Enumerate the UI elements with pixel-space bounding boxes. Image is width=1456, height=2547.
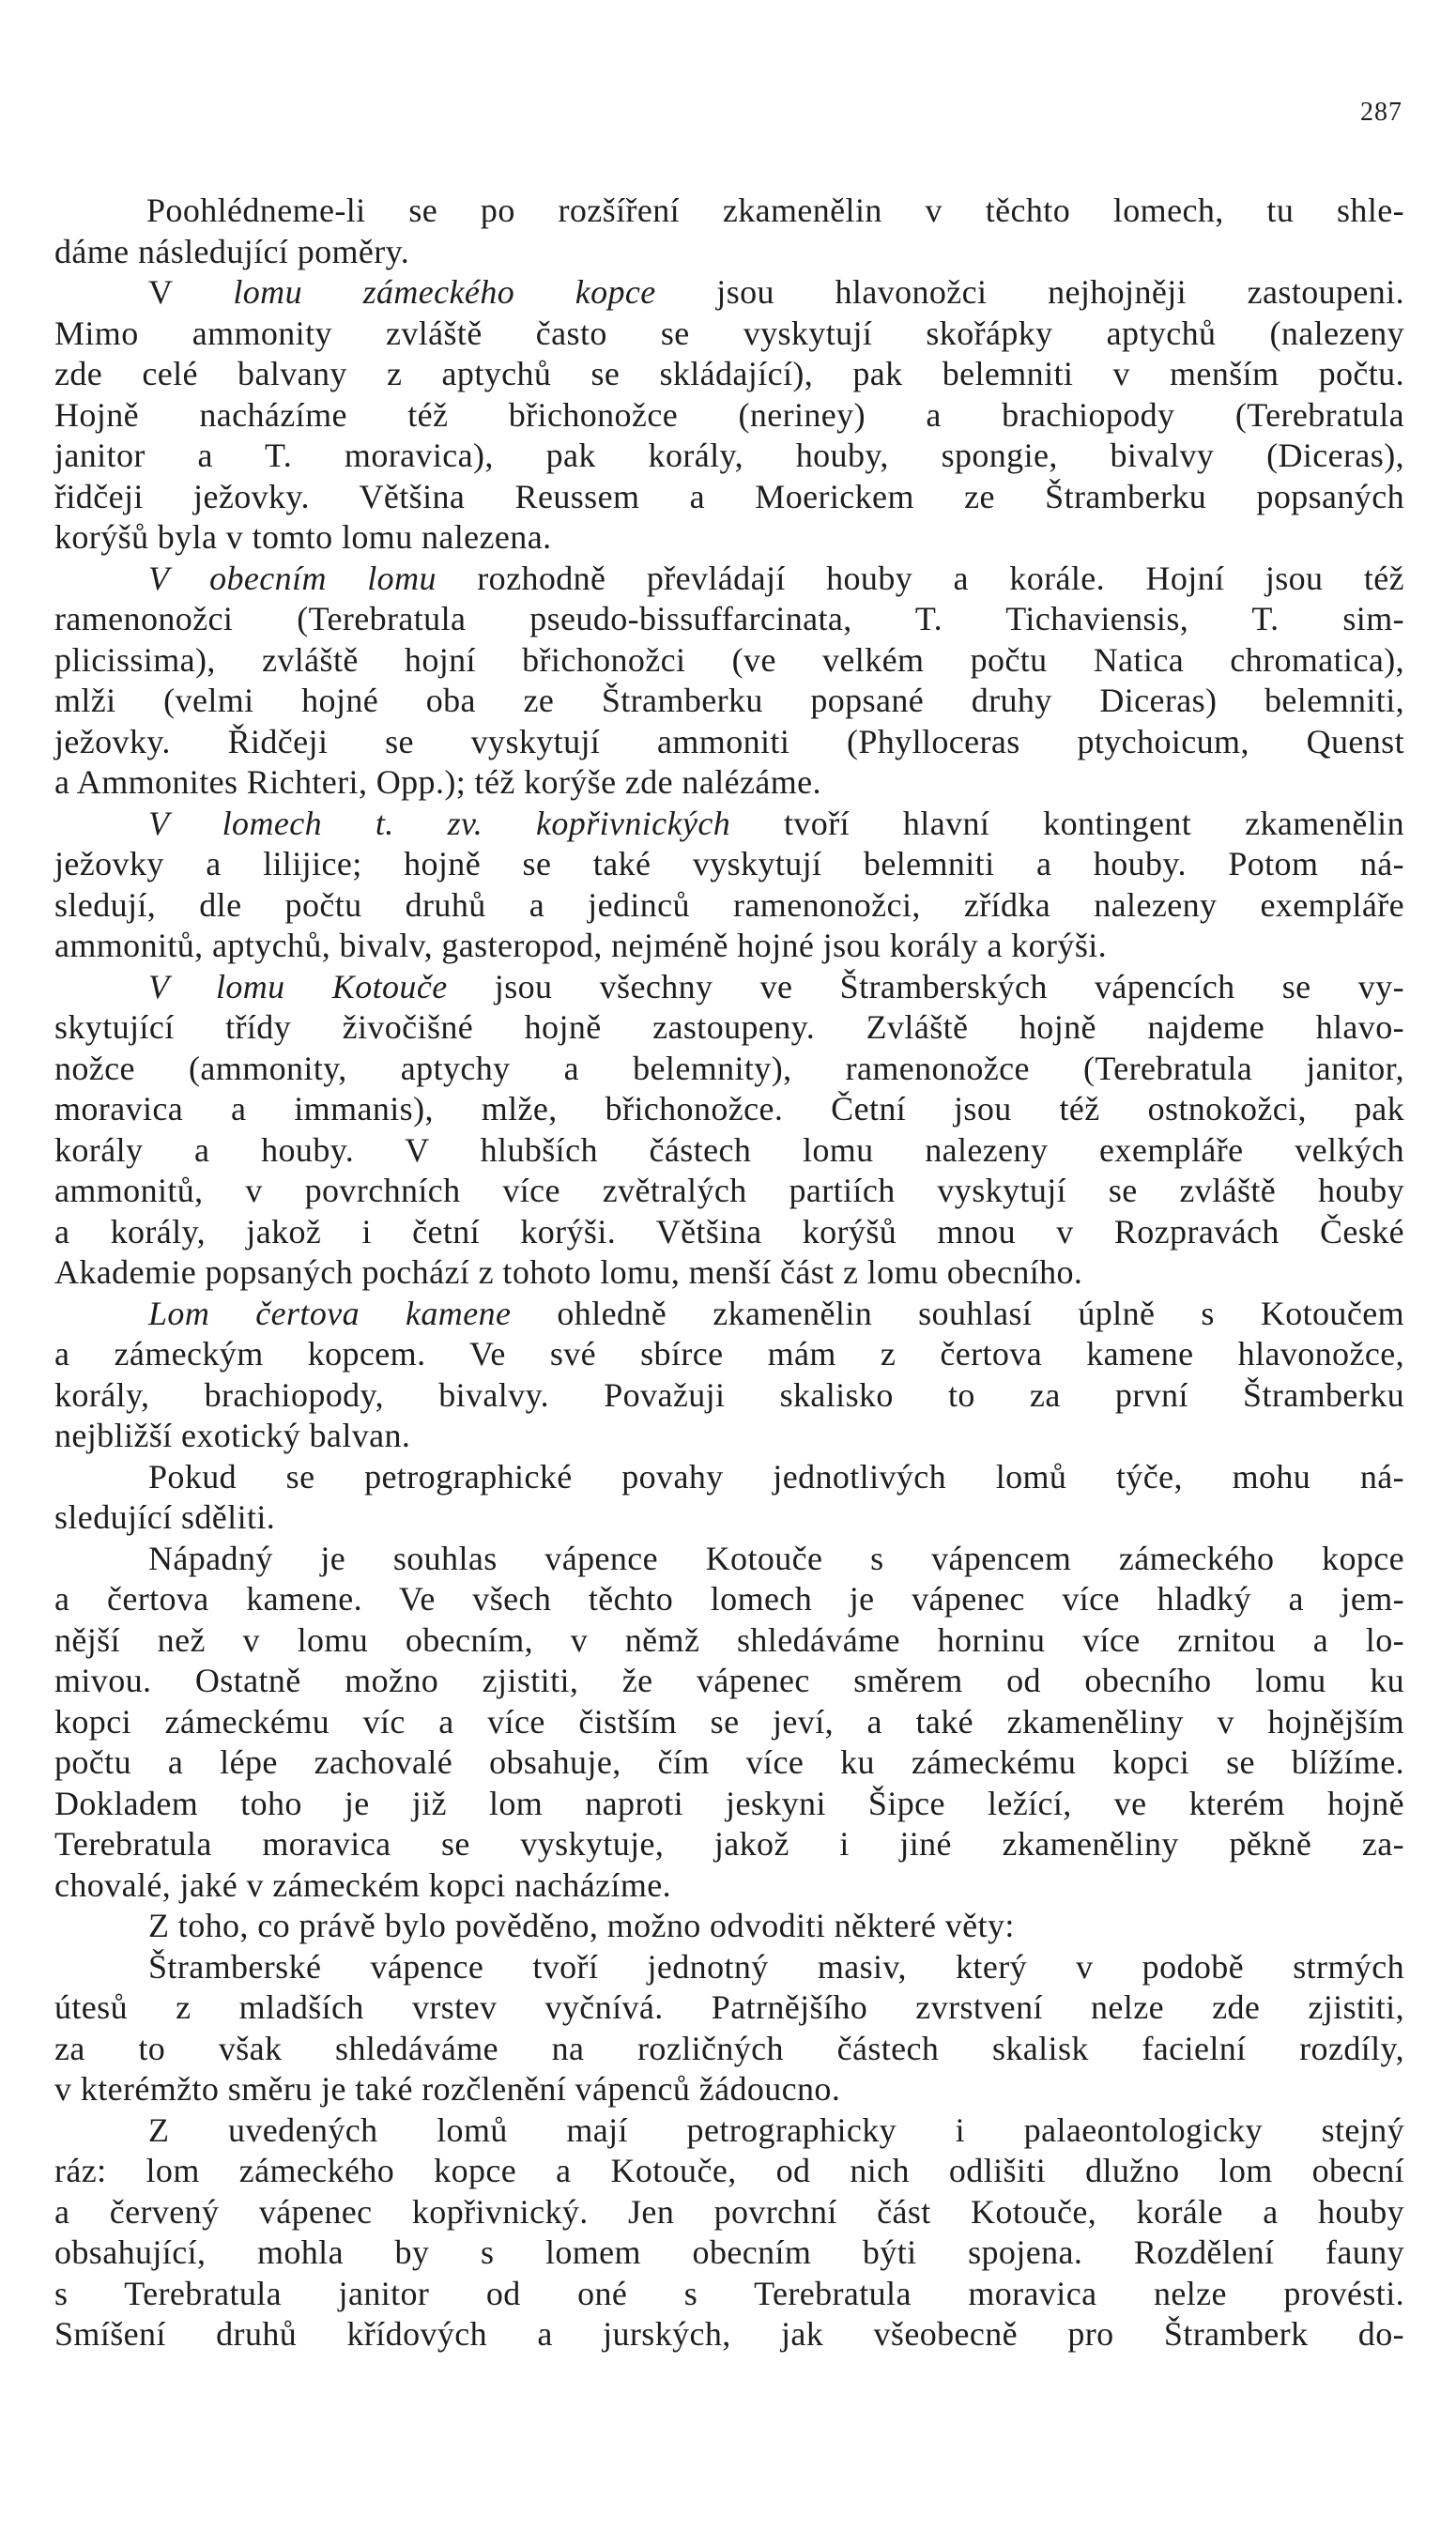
text-line: plicissima), zvláště hojní břichonožci (ve velkém počtu Natica chromatica), [54,640,1404,679]
text-line: Poohlédneme-li se po rozšíření zkamenělin v těchto lomech, tu shle- [146,192,1404,229]
text-line: Pokud se petrographické povahy jednotlivých lomů týče, mohu ná- [148,1457,1404,1496]
text-line: korály, brachiopody, bivalvy. Považuji skalisko to za první Štramberku [54,1375,1404,1414]
text-line: a Ammonites Richteri, Opp.); též korýše zde nalézáme. [54,763,821,801]
text-line: korýšů byla v tomto lomu nalezena. [54,518,552,556]
text-line: nější než v lomu obecním, v němž shledáváme horninu více zrnitou a lo- [54,1620,1404,1659]
text-line: Smíšení druhů křídových a jurských, jak všeobecně pro Štramberk do- [54,2315,1404,2353]
text-line: skytující třídy živočišné hojně zastoupeny. Zvláště hojně najdeme hlavo- [54,1008,1404,1046]
text-line: Mimo ammonity zvláště často se vyskytují skořápky aptychů (nalezeny [54,314,1404,352]
text-line: Akademie popsaných pochází z tohoto lomu, menší část z lomu obecního. [54,1253,1083,1291]
text-line: a čertova kamene. Ve všech těchto lomech je vápenec více hladký a jem- [54,1580,1404,1618]
text-line: nožce (ammonity, aptychy a belemnity), ramenonožce (Terebratula janitor, [54,1049,1404,1087]
text-line: Nápadný je souhlas vápence Kotouče s vápencem zámeckého kopce [148,1539,1404,1577]
text-line: Štramberské vápence tvoří jednotný masiv, který v podobě strmých [148,1947,1404,1986]
text-line: ježovky a lilijice; hojně se také vyskytují belemniti a houby. Potom ná- [54,845,1404,882]
text-line: dáme následující poměry. [54,232,410,270]
text-line: chovalé, jaké v zámeckém kopci nacházíme. [54,1865,672,1904]
text-line: V obecním lomu rozhodně převládají houby a korále. Hojní jsou též [148,559,1404,597]
text-line: V lomech t. zv. kopřivnických tvoří hlavní kontingent zkamenělin [148,804,1404,842]
text-line: nejbližší exotický balvan. [54,1417,411,1454]
text-line: ammonitů, v povrchních více zvětralých partiích vyskytují se zvláště houby [54,1172,1404,1209]
text-line: ramenonožci (Terebratula pseudo-bissuffarcinata, T. Tichaviensis, T. sim- [54,600,1404,637]
text-line: moravica a immanis), mlže, břichonožce. Četní jsou též ostnokožci, pak [54,1090,1404,1128]
text-line: ráz: lom zámeckého kopce a Kotouče, od nich odlišiti dlužno lom obecní [54,2152,1404,2189]
text-line: za to však shledáváme na rozličných částech skalisk facielní rozdíly, [54,2029,1404,2067]
text-line: sledují, dle počtu druhů a jedinců ramenonožci, zřídka nalezeny exempláře [54,885,1404,924]
text-line: útesů z mladších vrstev vyčnívá. Patrnějšího zvrstvení nelze zde zjistiti, [54,1988,1404,2026]
text-line: zde celé balvany z aptychů se skládající), pak belemniti v menším počtu. [54,355,1404,392]
text-line: V lomu Kotouče jsou všechny ve Štramberských vápencích se vy- [148,967,1404,1005]
text-line: V lomu zámeckého kopce jsou hlavonožci nejhojněji zastoupeni. [148,273,1405,311]
text-line: Hojně nacházíme též břichonožce (neriney) a brachiopody (Terebratula [54,395,1404,434]
text-line: ammonitů, aptychů, bivalv, gasteropod, nejméně hojné jsou korály a korýši. [54,927,1108,964]
text-line: Z uvedených lomů mají petrographicky i palaeontologicky stejný [148,2110,1404,2149]
text-line: řidčeji ježovky. Většina Reussem a Moerickem ze Štramberku popsaných [54,477,1404,515]
text-line: a korály, jakož i četní korýši. Většina korýšů mnou v Rozpravách České [54,1212,1404,1250]
text-line: Terebratula moravica se vyskytuje, jakož i jiné zkameněliny pěkně za- [54,1825,1404,1863]
text-line: mivou. Ostatně možno zjistiti, že vápenec směrem od obecního lomu ku [54,1662,1404,1699]
text-line: a zámeckým kopcem. Ve své sbírce mám z čertova kamene hlavonožce, [54,1335,1404,1373]
document-body [54,191,1404,2355]
text-line: ježovky. Řidčeji se vyskytují ammoniti (Phylloceras ptychoicum, Quenst [54,722,1404,760]
text-line: počtu a lépe zachovalé obsahuje, čím více ku zámeckému kopci se blížíme. [54,1743,1404,1781]
text-line: Lom čertova kamene ohledně zkamenělin souhlasí úplně s Kotoučem [148,1294,1404,1332]
text-line: korály a houby. V hlubších částech lomu nalezeny exempláře velkých [54,1130,1404,1169]
text-line: obsahující, mohla by s lomem obecním býti spojena. Rozdělení fauny [54,2233,1404,2271]
text-line: janitor a T. moravica), pak korály, houby, spongie, bivalvy (Diceras), [54,437,1404,474]
page-number: 287 [1360,98,1402,127]
text-line: Z toho, co právě bylo pověděno, možno odvoditi některé věty: [148,1907,1015,1944]
text-line: a červený vápenec kopřivnický. Jen povrchní část Kotouče, korále a houby [54,2192,1404,2231]
text-line: kopci zámeckému víc a více čistším se jeví, a také zkameněliny v hojnějším [54,1702,1404,1741]
text-line: mlži (velmi hojné oba ze Štramberku popsané druhy Diceras) belemniti, [54,682,1404,719]
text-line: s Terebratula janitor od oné s Terebratula moravica nelze provésti. [54,2274,1404,2312]
text-line: sledující sděliti. [54,1498,276,1536]
text-line: Dokladem toho je již lom naproti jeskyni Šipce ležící, ve kterém hojně [54,1784,1404,1822]
text-line: v kterémžto směru je také rozčlenění vápenců žádoucno. [54,2070,841,2108]
